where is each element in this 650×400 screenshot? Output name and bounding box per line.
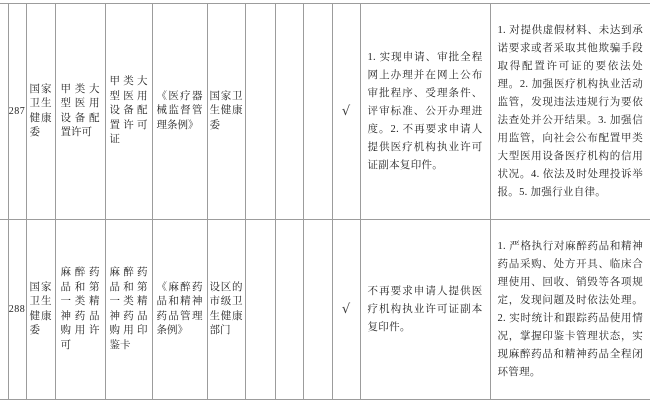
legal-basis-cell: 《麻醉药品和精神药品管理条例》 [152, 220, 207, 400]
reform-measures-cell: 1. 实现申请、审批全程网上办理并在网上公布审批程序、受理条件、评审标准、公开办理进度。2. 不再要求申请人提供医疗机构执业许可证副本复印件。 [360, 4, 490, 220]
approval-department-cell: 国家卫生健康委 [26, 220, 55, 400]
row-number-cell: 288 [8, 220, 26, 400]
reform-measures-cell: 不再要求申请人提供医疗机构执业许可证副本复印件。 [360, 220, 490, 400]
empty-cell [245, 4, 275, 220]
legal-basis-cell: 《医疗器械监督管理条例》 [152, 4, 207, 220]
implementing-authority-cell: 设区的市级卫生健康部门 [207, 220, 245, 400]
empty-cell [0, 4, 8, 220]
empty-cell [245, 220, 275, 400]
empty-cell [303, 220, 332, 400]
approval-department-cell: 国家卫生健康委 [26, 4, 55, 220]
checkmark-cell [332, 4, 360, 220]
empty-cell [303, 4, 332, 220]
checkmark-cell [332, 220, 360, 400]
table-row [0, 220, 650, 400]
empty-cell [275, 220, 303, 400]
certificate-name-cell: 甲类大型医用设备配置许可证 [105, 4, 152, 220]
checkmark-icon: √ [341, 302, 351, 317]
checkmark-icon: √ [341, 104, 351, 119]
supervision-measures-cell: 1. 严格执行对麻醉药品和精神药品采购、处方开具、临床合理使用、回收、销毁等各项规定，发现问题及时依法处理。2. 实时统计和跟踪药品使用情况，掌握印鉴卡管理状态，实现麻醉药品和精神药品全程闭环管理。 [490, 220, 650, 400]
certificate-name-cell: 麻醉药品和第一类精神药品购用印鉴卡 [105, 220, 152, 400]
row-number-cell: 287 [8, 4, 26, 220]
supervision-measures-cell: 1. 对提供虚假材料、未达到承诺要求或者采取其他欺骗手段取得配置许可证的要依法处理。2. 加强医疗机构执业活动监管，发现违法违规行为要依法查处并公开结果。3. 加强信用监管，向社会公布配置甲类大型医用设备医疗机构的信用状况。4. 依法及时处理投诉举报。5. 加强行业自律。 [490, 4, 650, 220]
table-row [0, 4, 650, 220]
licensing-item-cell: 甲类大型医用设备配置许可 [55, 4, 105, 220]
implementing-authority-cell: 国家卫生健康委 [207, 4, 245, 220]
approval-items-table [0, 3, 650, 400]
empty-cell [0, 220, 8, 400]
licensing-item-cell: 麻醉药品和第一类精神药品购用许可 [55, 220, 105, 400]
empty-cell [275, 4, 303, 220]
